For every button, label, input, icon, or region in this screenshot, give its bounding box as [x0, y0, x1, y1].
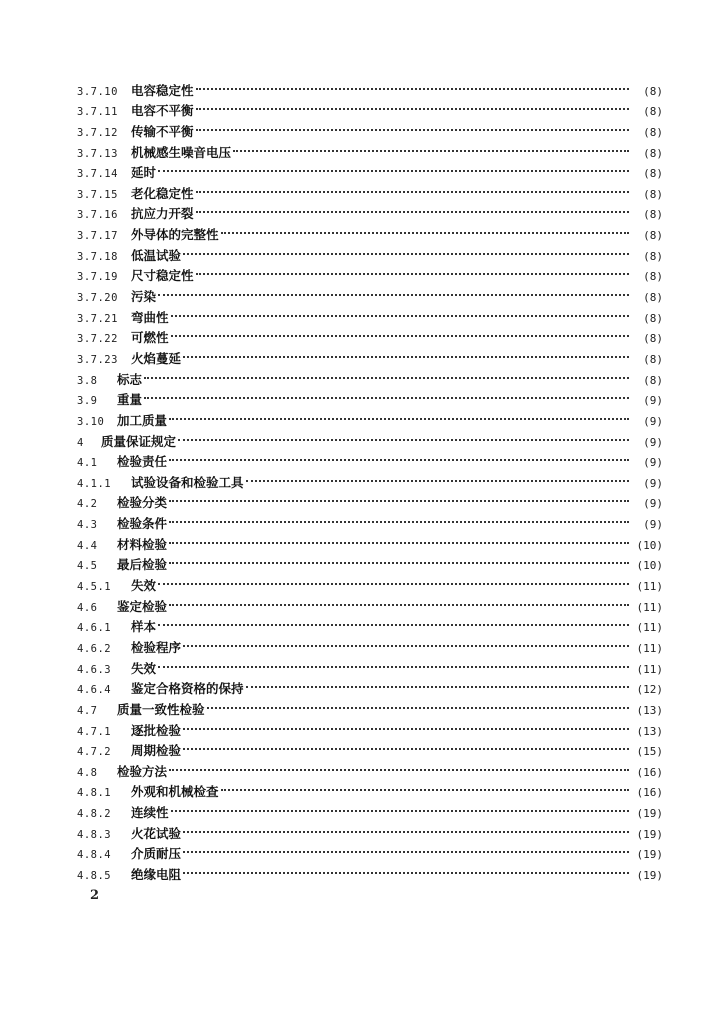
toc-entry-title: 尺寸稳定性	[131, 268, 194, 284]
toc-entry-number: 3.7.20	[77, 292, 118, 305]
toc-entry-title: 周期检验	[131, 743, 182, 759]
toc-entry-number: 3.7.18	[77, 250, 118, 263]
toc-entry	[77, 157, 663, 181]
toc-dot-leader	[233, 136, 629, 157]
toc-entry-page: (10)	[636, 559, 663, 573]
toc-entry-title: 失效	[131, 660, 157, 676]
toc-dot-leader	[169, 487, 629, 508]
toc-entry-title: 最后检验	[117, 557, 168, 573]
toc-dot-leader	[183, 342, 629, 363]
toc-entry-number: 4.5	[77, 560, 98, 573]
toc-entry-title: 火焰蔓延	[131, 350, 182, 366]
toc-entry-page: (15)	[636, 745, 663, 759]
toc-entry-number: 3.7.16	[77, 209, 118, 222]
toc-entry-title: 电容稳定性	[131, 82, 194, 98]
toc-dot-leader	[183, 858, 629, 879]
toc-dot-leader	[183, 817, 629, 838]
toc-entry-title: 传输不平衡	[131, 123, 194, 139]
toc-entry-page: (16)	[636, 786, 663, 800]
toc-entry-title: 质量一致性检验	[117, 701, 205, 717]
toc-entry-number: 4.8.2	[77, 808, 112, 821]
toc-entry-title: 鉴定合格资格的保持	[131, 681, 244, 697]
toc-entry-page: (9)	[643, 497, 663, 511]
toc-entry	[77, 652, 663, 676]
toc-entry-number: 4.4	[77, 539, 98, 552]
toc-entry-number: 4	[77, 436, 84, 449]
toc-entry-title: 鉴定检验	[117, 598, 168, 614]
toc-entry-number: 4.3	[77, 519, 98, 532]
toc-entry-number: 4.2	[77, 498, 98, 511]
toc-dot-leader	[158, 652, 629, 673]
toc-entry-page: (9)	[643, 518, 663, 532]
toc-dot-leader	[207, 693, 629, 714]
toc-entry-page: (8)	[643, 373, 663, 387]
toc-dot-leader	[158, 280, 629, 301]
toc-dot-leader	[183, 838, 629, 859]
toc-entry-page: (10)	[636, 538, 663, 552]
toc-entry-title: 介质耐压	[131, 846, 182, 862]
toc-entry-number: 3.8	[77, 374, 98, 387]
toc-entry-number: 3.7.11	[77, 106, 118, 119]
toc-entry	[77, 673, 663, 697]
toc-entry-page: (12)	[636, 683, 663, 697]
toc-dot-leader	[169, 528, 629, 549]
toc-dot-leader	[158, 157, 629, 178]
toc-entry-number: 3.9	[77, 395, 98, 408]
toc-entry-title: 试验设备和检验工具	[131, 474, 244, 490]
toc-entry-number: 4.6.1	[77, 622, 112, 635]
toc-entry-page: (8)	[643, 167, 663, 181]
toc-dot-leader	[144, 384, 629, 405]
toc-entry-page: (19)	[636, 807, 663, 821]
toc-dot-leader	[221, 776, 629, 797]
toc-entry-page: (8)	[643, 311, 663, 325]
toc-dot-leader	[246, 673, 629, 694]
toc-entry-title: 外导体的完整性	[131, 227, 219, 243]
toc-entry-page: (9)	[643, 476, 663, 490]
toc-entry-title: 加工质量	[117, 412, 168, 428]
toc-entry	[77, 404, 663, 428]
toc-entry-title: 延时	[131, 165, 157, 181]
toc-entry-number: 4.8.4	[77, 849, 112, 862]
toc-dot-leader	[169, 590, 629, 611]
toc-entry-title: 低温试验	[131, 247, 182, 263]
toc-entry-page: (19)	[636, 848, 663, 862]
toc-dot-leader	[171, 322, 629, 343]
toc-entry-number: 3.7.14	[77, 168, 118, 181]
toc-entry-title: 质量保证规定	[101, 433, 177, 449]
toc-entry-page: (8)	[643, 125, 663, 139]
toc-entry-title: 检验条件	[117, 516, 168, 532]
toc-entry-number: 4.6.2	[77, 642, 112, 655]
toc-dot-leader	[169, 446, 629, 467]
toc-entry-title: 火花试验	[131, 825, 182, 841]
toc-entry-title: 检验分类	[117, 495, 168, 511]
toc-entry-title: 连续性	[131, 805, 169, 821]
toc-entry	[77, 631, 663, 655]
toc-entry-page: (8)	[643, 352, 663, 366]
toc-entry-page: (9)	[643, 456, 663, 470]
toc-entry-page: (8)	[643, 229, 663, 243]
toc-entry-page: (8)	[643, 249, 663, 263]
toc-entry-title: 逐批检验	[131, 722, 182, 738]
toc-dot-leader	[183, 239, 629, 260]
toc-entry-number: 4.7.2	[77, 746, 112, 759]
toc-entry-title: 检验程序	[131, 639, 182, 655]
toc-entry-title: 失效	[131, 578, 157, 594]
toc-entry-page: (16)	[636, 765, 663, 779]
toc-entry	[77, 569, 663, 594]
toc-entry-number: 3.7.15	[77, 188, 118, 201]
toc-entry-number: 3.7.21	[77, 312, 118, 325]
toc-entry-title: 绝缘电阻	[131, 866, 182, 882]
toc-entry-number: 3.7.19	[77, 271, 118, 284]
toc-entry-title: 电容不平衡	[131, 103, 194, 119]
toc-entry-number: 4.7.1	[77, 725, 112, 738]
toc-entry-page: (11)	[636, 641, 663, 655]
toc-entry-page: (8)	[643, 105, 663, 119]
toc-dot-leader	[196, 177, 629, 198]
toc-entry-page: (11)	[636, 621, 663, 635]
toc-dot-leader	[196, 95, 629, 116]
toc-entry-title: 外观和机械检查	[131, 784, 219, 800]
toc-entry-number: 4.8.3	[77, 828, 112, 841]
toc-entry	[77, 384, 663, 408]
toc-entry	[77, 74, 663, 98]
toc-entry	[77, 177, 663, 201]
toc-entry	[77, 280, 663, 305]
toc-entry-number: 4.7	[77, 704, 98, 717]
toc-entry-number: 3.7.23	[77, 353, 118, 366]
toc-dot-leader	[158, 569, 629, 590]
toc-entry-page: (8)	[643, 187, 663, 201]
toc-entry-title: 重量	[117, 392, 143, 408]
toc-dot-leader	[183, 714, 629, 735]
toc-entry-page: (11)	[636, 600, 663, 614]
toc-entry-number: 4.6	[77, 601, 98, 614]
toc-entry-page: (8)	[643, 270, 663, 284]
toc-dot-leader	[183, 631, 629, 652]
toc-entry-title: 机械感生噪音电压	[131, 144, 232, 160]
toc-entry-number: 4.6.4	[77, 684, 112, 697]
toc-entry-number: 4.5.1	[77, 581, 112, 594]
toc-dot-leader	[196, 260, 629, 281]
toc-dot-leader	[246, 466, 629, 487]
toc-entry-title: 检验责任	[117, 454, 168, 470]
toc-entry-number: 4.1.1	[77, 477, 112, 490]
toc-entry-page: (8)	[643, 146, 663, 160]
toc-entry-page: (9)	[643, 435, 663, 449]
toc-entry-number: 3.7.10	[77, 85, 118, 98]
toc-entry-page: (9)	[643, 414, 663, 428]
toc-entry-page: (13)	[636, 703, 663, 717]
toc-entry-page: (11)	[636, 580, 663, 594]
toc-entry	[77, 363, 663, 387]
toc-entry-title: 样本	[131, 619, 157, 635]
toc-dot-leader	[144, 363, 629, 384]
toc-entry-page: (13)	[636, 724, 663, 738]
toc-dot-leader	[178, 425, 629, 446]
toc-entry-page: (19)	[636, 868, 663, 882]
toc-entry-title: 标志	[117, 371, 143, 387]
toc-dot-leader	[196, 115, 629, 136]
toc-dot-leader	[171, 796, 629, 817]
toc-dot-leader	[196, 198, 629, 219]
toc-entry-number: 3.7.12	[77, 126, 118, 139]
toc-entry-number: 3.7.17	[77, 230, 118, 243]
toc-entry-page: (8)	[643, 84, 663, 98]
toc-dot-leader	[171, 301, 629, 322]
toc-entry-page: (11)	[636, 662, 663, 676]
toc-entry-page: (19)	[636, 827, 663, 841]
toc-entry-page: (8)	[643, 332, 663, 346]
toc-entry-page: (9)	[643, 394, 663, 408]
toc-entry	[77, 301, 663, 325]
toc-entry	[77, 611, 663, 635]
toc-entry-number: 3.10	[77, 415, 105, 428]
toc-entry	[77, 590, 663, 614]
toc-entry-title: 老化稳定性	[131, 185, 194, 201]
table-of-contents	[77, 74, 663, 882]
toc-dot-leader	[196, 74, 629, 95]
toc-dot-leader	[169, 507, 629, 528]
toc-entry-number: 3.7.13	[77, 147, 118, 160]
toc-entry-page: (8)	[643, 291, 663, 305]
toc-dot-leader	[169, 404, 629, 425]
toc-entry-number: 4.8.1	[77, 787, 112, 800]
toc-entry-number: 4.6.3	[77, 663, 112, 676]
toc-entry-title: 检验方法	[117, 763, 168, 779]
toc-entry-number: 4.8.5	[77, 869, 112, 882]
toc-entry-number: 4.1	[77, 457, 98, 470]
toc-entry-title: 抗应力开裂	[131, 206, 194, 222]
toc-dot-leader	[169, 549, 629, 570]
toc-dot-leader	[169, 755, 629, 776]
toc-entry-number: 4.8	[77, 766, 98, 779]
toc-dot-leader	[221, 218, 629, 239]
toc-entry-number: 3.7.22	[77, 333, 118, 346]
toc-dot-leader	[158, 611, 629, 632]
toc-entry-title: 污染	[131, 289, 157, 305]
toc-entry-title: 材料检验	[117, 536, 168, 552]
page-number: 2	[90, 888, 100, 903]
toc-entry-title: 可燃性	[131, 330, 169, 346]
toc-entry-page: (8)	[643, 208, 663, 222]
toc-entry-title: 弯曲性	[131, 309, 169, 325]
toc-dot-leader	[183, 735, 629, 756]
